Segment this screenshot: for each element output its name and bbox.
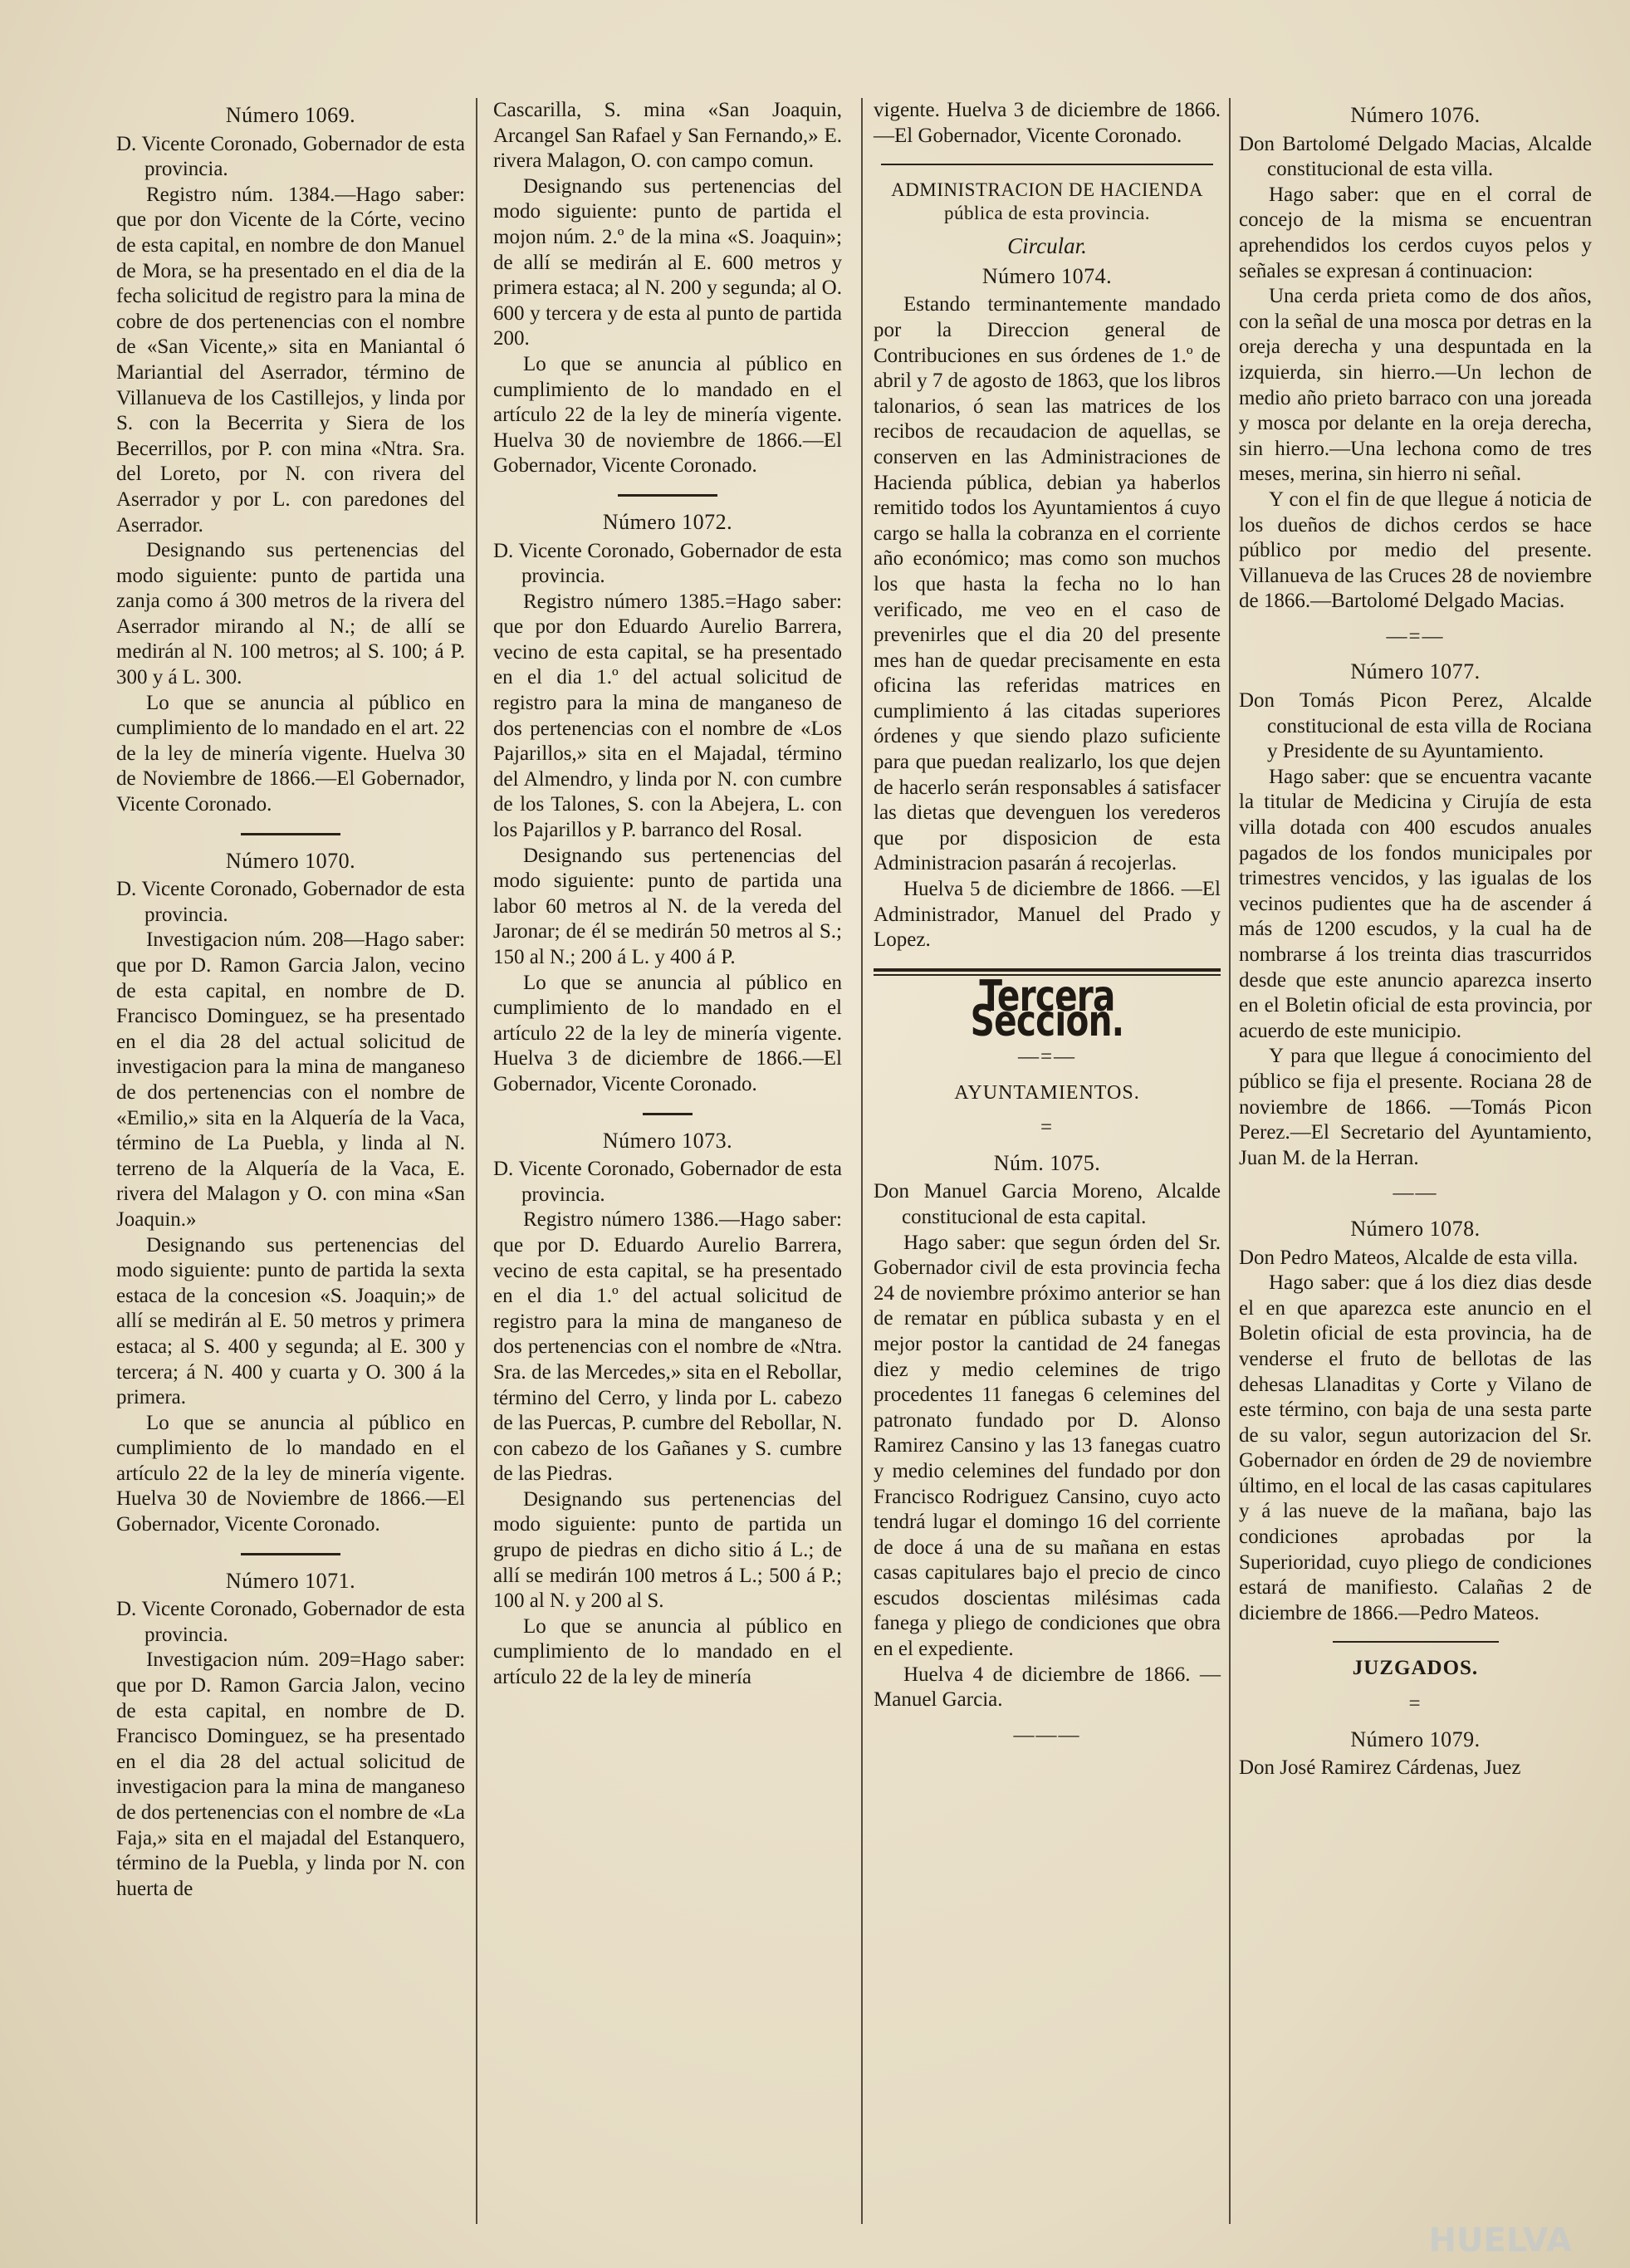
notice-1072-body-1: Registro número 1385.=Hago saber: que por don Eduardo Aurelio Barrera, vecino de esta capital, se ha presentado en el dia 1.º del actual solicitud de registro para la mina de manganeso de dos pertenencias con el nombre de «Los Pajarillos,» sita en el Majadal, término del Almendro, y linda por N. con cumbre de los Talones, S. con la Abejera, L. con los Pajarillos y P. barranco del Rosal. <box>493 590 842 842</box>
notice-1075-body-1: Hago saber: que segun órden del Sr. Gobernador civil de esta provincia fecha 24 de noviembre próximo anterior se han de rematar en pública subasta y en el mejor postor la cantidad de 24 fanegas diez y medio celemines de trigo procedentes 11 fanegas 6 celemines del patronato fundado por D. Alonso Ramirez Cansino y las 13 fanegas cuatro y medio celemines del fundado por don Francisco Rodriguez Cansino, cuyo acto tendrá lugar el domingo 16 del corriente de doce á una de su mañana en estas casas capitulares bajo el precio de cinco escudos doscientas milésimas cada fanega y pliego de condiciones que obra en el expediente. <box>874 1231 1221 1661</box>
admin-heading: ADMINISTRACION DE HACIENDA <box>891 179 1203 201</box>
notice-1071-body-1: Investigacion núm. 209=Hago saber: que por D. Ramon Garcia Jalon, vecino de esta capital, en nombre de D. Francisco Dominguez, se ha presentado en el dia 28 del actual solicitud de investigacion para la mina de manganeso de dos pertenencias con el nombre de «La Faja,» sita en el majadal del Estanquero, término de la Puebla, y linda por N. con huerta de <box>116 1648 465 1900</box>
notice-1076-body-3: Y con el fin de que llegue á noticia de los dueños de dichos cerdos se hace público por medio del presente. Villanueva de las Cruces 28 de noviembre de 1866.—Bartolomé Delgado Macias. <box>1239 487 1592 613</box>
notice-1077-heading: Número 1077. <box>1350 659 1481 684</box>
column-4 <box>1239 98 1592 1781</box>
ornament-divider: = <box>1040 1116 1055 1139</box>
ornament-divider: —=— <box>1386 625 1445 648</box>
ornament-divider: —— <box>1393 1182 1438 1205</box>
notice-1075-body-2: Huelva 4 de diciembre de 1866. —Manuel Garcia. <box>874 1663 1221 1712</box>
notice-1076-issuer: Don Bartolomé Delgado Macias, Alcalde constitucional de esta villa. <box>1239 132 1592 181</box>
notice-1072-heading: Número 1072. <box>602 509 733 534</box>
notice-1073-body-3: Lo que se anuncia al público en cumplimiento de lo mandado en el artículo 22 de la ley de minería <box>493 1614 842 1689</box>
notice-1071-issuer: D. Vicente Coronado, Gobernador de esta provincia. <box>116 1598 465 1646</box>
archive-watermark: HUELVA <box>1428 2221 1572 2260</box>
notice-1077-body-2: Y para que llegue á conocimiento del público se fija el presente. Rociana 28 de noviembre de 1866. —Tomás Picon Perez.—El Secretario del Ayuntamiento, Juan M. de la Herran. <box>1239 1045 1592 1169</box>
notice-1073-body-1: Registro número 1386.—Hago saber: que por D. Eduardo Aurelio Barrera, vecino de esta capital, se ha presentado en el dia 1.º del actual solicitud de registro para la mina de manganeso de dos pertenencias con el nombre de «Ntra. Sra. de las Mercedes,» sita en el Rebollar, término del Cerro, y linda por L. cabezo de las Puercas, P. cumbre del Rebollar, N. con cabezo de los Gañanes y S. cumbre de las Piedras. <box>493 1208 842 1486</box>
notice-1073-heading: Número 1073. <box>602 1128 733 1153</box>
continued-text: vigente. Huelva 3 de diciembre de 1866.—El Gobernador, Vicente Coronado. <box>874 99 1221 147</box>
admin-subheading: pública de esta provincia. <box>943 203 1151 224</box>
notice-1078-body-1: Hago saber: que á los diez dias desde el en que aparezca este anuncio en el Boletin oficial de esta provincia, ha de venderse el fruto de bellotas de las dehesas Llanaditas y Corte y Vilano de este término, con baja de una sesta parte de su valor, segun autorizacion del Sr. Gobernador en órden de 29 de noviembre último, en el local de las casas capitulares y á las nueve de la mañana, bajo las condiciones aprobadas por la Superioridad, cuyo pliego de condiciones estará de manifiesto. Calañas 2 de diciembre de 1866.—Pedro Mateos. <box>1239 1271 1592 1624</box>
notice-1070-body-3: Lo que se anuncia al público en cumplimiento de lo mandado en el artículo 22 de la ley de minería vigente. Huelva 30 de Noviembre de 1866.—El Gobernador, Vicente Coronado. <box>116 1411 465 1536</box>
divider-rule <box>618 494 717 497</box>
notice-1069-issuer: D. Vicente Coronado, Gobernador de esta provincia. <box>116 132 465 181</box>
notice-1070-heading: Número 1070. <box>225 848 356 873</box>
notice-1072-body-2: Designando sus pertenencias del modo siguiente: punto de partida una labor 60 metros al N. de la vereda del Jaronar; de él se medirán 50 metros al S.; 150 al N.; 200 á L. y 400 á P. <box>493 844 842 968</box>
column-separator-1 <box>476 98 477 2224</box>
notice-1069-body-3: Lo que se anuncia al público en cumplimiento de lo mandado en el art. 22 de la ley de minería vigente. Huelva 30 de Noviembre de 1866.—El Gobernador, Vicente Coronado. <box>116 691 465 816</box>
notice-1069-body-2: Designando sus pertenencias del modo siguiente: punto de partida una zanja como á 300 metros de la rivera del Aserrador mirando al N.; de allí se medirán al N. 100 metros; al S. 100; á P. 300 y á L. 300. <box>116 539 465 689</box>
column-separator-3 <box>1229 98 1231 2224</box>
continued-body-2: Designando sus pertenencias del modo siguiente: punto de partida el mojon núm. 2.º de la mina «S. Joaquin»; de allí se medirán al E. 600 metros y primera estaca; al N. 200 y segunda; al O. 600 y tercera y de esta al punto de partida 200. <box>493 174 842 350</box>
divider-rule <box>241 1553 340 1555</box>
column-separator-2 <box>861 98 863 2224</box>
notice-1072-issuer: D. Vicente Coronado, Gobernador de esta provincia. <box>493 539 842 588</box>
notice-1071-heading: Número 1071. <box>225 1568 356 1593</box>
divider-rule <box>881 164 1213 165</box>
ornament-divider: —=— <box>1017 1046 1077 1068</box>
ornament-divider: ——— <box>1013 1723 1081 1746</box>
divider-rule <box>1333 1641 1499 1643</box>
notice-1079-heading: Número 1079. <box>1350 1727 1481 1751</box>
column-2 <box>493 98 842 1691</box>
notice-1076-body-2: Una cerda prieta como de dos años, con la señal de una mosca por detras en la oreja derecha y una despuntada en la izquierda, sin hierro.—Un lechon de medio año prieto barraco con una joreada y mosca por delante en la oreja derecha, sin hierro.—Una lechona como de tres meses, merina, sin hierro ni señal. <box>1239 285 1592 486</box>
circular-label: Circular. <box>1007 233 1087 259</box>
notice-1077-body-1: Hago saber: que se encuentra vacante la titular de Medicina y Cirujía de esta villa dotada con 400 escudos anuales pagados de los fondos municipales por trimestres vencidos, y las igualas de los vecinos pudientes que ha de ascender á más de 1200 escudos, y la cual ha de nombrarse á los treinta dias trascurridos desde que este anuncio aparezca inserto en el Boletin oficial de esta provincia, por acuerdo de este municipio. <box>1239 765 1592 1042</box>
notice-1075-issuer: Don Manuel Garcia Moreno, Alcalde constitucional de esta capital. <box>874 1180 1221 1228</box>
notice-1069-body-1: Registro núm. 1384.—Hago saber: que por don Vicente de la Córte, vecino de esta capital, en nombre de don Manuel de Mora, se ha presentado en el dia de la fecha solicitud de registro para la mina de cobre de dos pertenencias con el nombre de «San Vicente,» sita en Maniantal ó Mariantial del Aserrador, término de Villanueva de los Castillejos, y linda por S. con la Becerrita y Siera de los Becerrillos, por P. con mina «Ntra. Sra. del Loreto, por N. con rivera del Aserrador y por L. con paredones del Aserrador. <box>116 183 465 536</box>
notice-1069-heading: Número 1069. <box>225 103 356 127</box>
notice-1078-issuer: Don Pedro Mateos, Alcalde de esta villa. <box>1239 1246 1579 1269</box>
notice-1077-issuer: Don Tomás Picon Perez, Alcalde constitucional de esta villa de Rociana y Presidente de su Ayuntamiento. <box>1239 689 1592 763</box>
notice-1074-body-1: Estando terminantemente mandado por la Direccion general de Contribuciones en sus órdenes de 1.º de abril y 7 de agosto de 1863, que los libros talonarios, ó sean las matrices de los recibos de recaudacion de aquellas, se conserven en las Administraciones de Hacienda pública, debian ya haberlos remitido todos los Ayuntamientos á cuyo cargo se halla la cobranza en el corriente año económico; mas como son muchos los que hasta la fecha no lo han verificado, me veo en el caso de prevenirles que el dia 20 del presente mes han de quedar precisamente en esta oficina las referidas matrices en cumplimiento á las citadas superiores órdenes y que siendo plazo suficiente para que puedan realizarlo, los que dejen de hacerlo serán responsables á satisfacer las dietas que devenguen los verederos que por disposicion de esta Administracion pasarán á recojerlas. <box>874 293 1221 875</box>
continued-text: Cascarilla, S. mina «San Joaquin, Arcangel San Rafael y San Fernando,» E. rivera Malagon, O. con campo comun. <box>493 99 842 173</box>
notice-1076-heading: Número 1076. <box>1350 103 1481 127</box>
notice-1075-heading: Núm. 1075. <box>993 1150 1101 1175</box>
column-3 <box>874 98 1221 1758</box>
notice-1072-body-3: Lo que se anuncia al público en cumplimiento de lo mandado en el artículo 22 de la ley de minería vigente. Huelva 3 de diciembre de 1866.—El Gobernador, Vicente Coronado. <box>493 971 842 1095</box>
notice-1070-body-1: Investigacion núm. 208—Hago saber: que por D. Ramon Garcia Jalon, vecino de esta capital, en nombre de D. Francisco Dominguez, se ha presentado en el dia 28 del actual solicitud de investigacion para la mina de manganeso de dos pertenencias con el nombre de «Emilio,» sita en la Alquería de la Vaca, término de La Puebla, y linda al N. terreno de la Alquería de la Vaca, E. rivera del Malagon y O. con mina «San Joaquin.» <box>116 928 465 1231</box>
notice-1073-issuer: D. Vicente Coronado, Gobernador de esta provincia. <box>493 1158 842 1206</box>
notice-1074-heading: Número 1074. <box>981 263 1113 288</box>
notice-1076-body-1: Hago saber: que en el corral de concejo de la misma se encuentran aprehendidos los cerdos cuyos pelos y señales se expresan á continuacion: <box>1239 183 1592 282</box>
juzgados-heading: JUZGADOS. <box>1352 1657 1479 1680</box>
notice-1073-body-2: Designando sus pertenencias del modo siguiente: punto de partida un grupo de piedras en dicho sitio á L.; de allí se medirán 100 metros á L.; 500 á P.; 100 al N. y 200 al S. <box>493 1487 842 1613</box>
section-title: Tercera Seccion. <box>970 971 1124 1047</box>
notice-1070-body-2: Designando sus pertenencias del modo siguiente: punto de partida la sexta estaca de la concesion «S. Joaquin;» de allí se medirán al E. 50 metros y primera estaca; al S. 400 y segunda; al E. 300 y tercera; á N. 400 y cuarta y O. 300 á la primera. <box>116 1233 465 1409</box>
notice-1070-issuer: D. Vicente Coronado, Gobernador de esta provincia. <box>116 878 465 926</box>
column-1 <box>116 98 465 1902</box>
notice-1078-heading: Número 1078. <box>1350 1216 1481 1241</box>
ayuntamientos-heading: AYUNTAMIENTOS. <box>954 1081 1140 1104</box>
ornament-divider: = <box>1408 1692 1422 1716</box>
notice-1074-body-2: Huelva 5 de diciembre de 1866. —El Administrador, Manuel del Prado y Lopez. <box>874 878 1221 952</box>
divider-rule <box>241 833 340 835</box>
divider-rule <box>643 1113 693 1115</box>
notice-1079-issuer: Don José Ramirez Cárdenas, Juez <box>1239 1756 1521 1780</box>
continued-body-3: Lo que se anuncia al público en cumplimiento de lo mandado en el artículo 22 de la ley de minería vigente. Huelva 30 de noviembre de 1866.—El Gobernador, Vicente Coronado. <box>493 352 842 478</box>
